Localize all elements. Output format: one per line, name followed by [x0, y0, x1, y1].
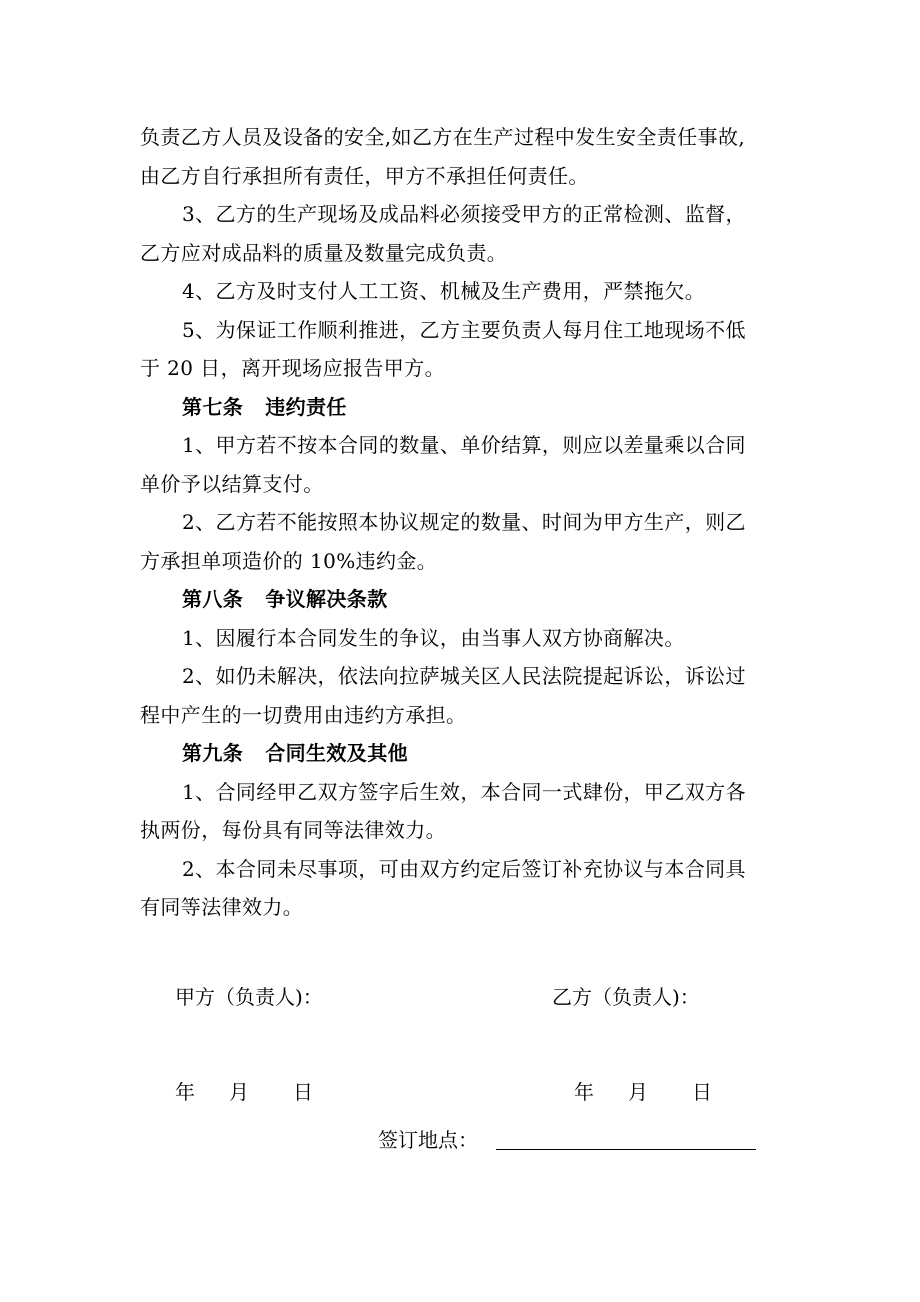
signing-place-label: 签订地点：	[378, 1128, 478, 1152]
date-year-label: 年	[574, 1080, 594, 1104]
paragraph-line: 5、为保证工作顺利推进，乙方主要负责人每月住工地现场不低	[182, 317, 746, 342]
paragraph-line: 有同等法律效力。	[140, 895, 304, 919]
article-number: 第九条	[182, 741, 244, 765]
paragraph-line: 1、因履行本合同发生的争议，由当事人双方协商解决。	[182, 625, 685, 650]
party-b-signature-label: 乙方（负责人)：	[552, 985, 700, 1009]
article-title: 违约责任	[265, 394, 347, 419]
party-a-date	[175, 1080, 313, 1104]
paragraph-line: 3、乙方的生产现场及成品料必须接受甲方的正常检测、监督，	[182, 202, 746, 226]
paragraph-line: 2、乙方若不能按照本协议规定的数量、时间为甲方生产，则乙	[182, 510, 746, 534]
date-day-label: 日	[692, 1080, 712, 1104]
paragraph-line: 2、本合同未尽事项，可由双方约定后签订补充协议与本合同具	[182, 856, 746, 881]
contract-body	[140, 118, 790, 927]
party-b-date	[574, 1080, 712, 1104]
date-day-label: 日	[293, 1080, 313, 1104]
article-9-heading	[140, 734, 790, 773]
date-year-label: 年	[175, 1080, 195, 1104]
party-a-signature-label: 甲方（负责人)：	[175, 985, 323, 1009]
paragraph-line: 程中产生的一切费用由违约方承担。	[140, 702, 467, 727]
article-8-heading	[140, 580, 790, 619]
paragraph-line: 单价予以结算支付。	[140, 471, 324, 496]
paragraph-line: 方承担单项造价的 10%违约金。	[140, 548, 438, 573]
article-title: 争议解决条款	[265, 587, 388, 611]
paragraph-line: 1、甲方若不按本合同的数量、单价结算，则应以差量乘以合同	[182, 433, 746, 457]
article-number: 第七条	[182, 394, 244, 419]
paragraph-line: 2、如仍未解决，依法向拉萨城关区人民法院提起诉讼，诉讼过	[182, 664, 746, 688]
article-7-heading	[140, 388, 790, 427]
paragraph-line: 执两份，每份具有同等法律效力。	[140, 818, 446, 842]
paragraph-line: 由乙方自行承担所有责任，甲方不承担任何责任。	[140, 163, 589, 188]
paragraph-line: 4、乙方及时支付人工工资、机械及生产费用，严禁拖欠。	[182, 279, 706, 303]
article-number: 第八条	[182, 587, 244, 611]
paragraph-line: 负责乙方人员及设备的安全,如乙方在生产过程中发生安全责任事故,	[140, 125, 746, 149]
article-title: 合同生效及其他	[265, 741, 409, 765]
date-month-label: 月	[229, 1080, 249, 1104]
signing-place-blank[interactable]	[496, 1149, 756, 1150]
paragraph-line: 于 20 日，离开现场应报告甲方。	[140, 356, 445, 380]
paragraph-line: 1、合同经甲乙双方签字后生效，本合同一式肆份，甲乙双方各	[182, 779, 746, 804]
date-month-label: 月	[628, 1080, 648, 1104]
paragraph-line: 乙方应对成品料的质量及数量完成负责。	[140, 240, 508, 265]
